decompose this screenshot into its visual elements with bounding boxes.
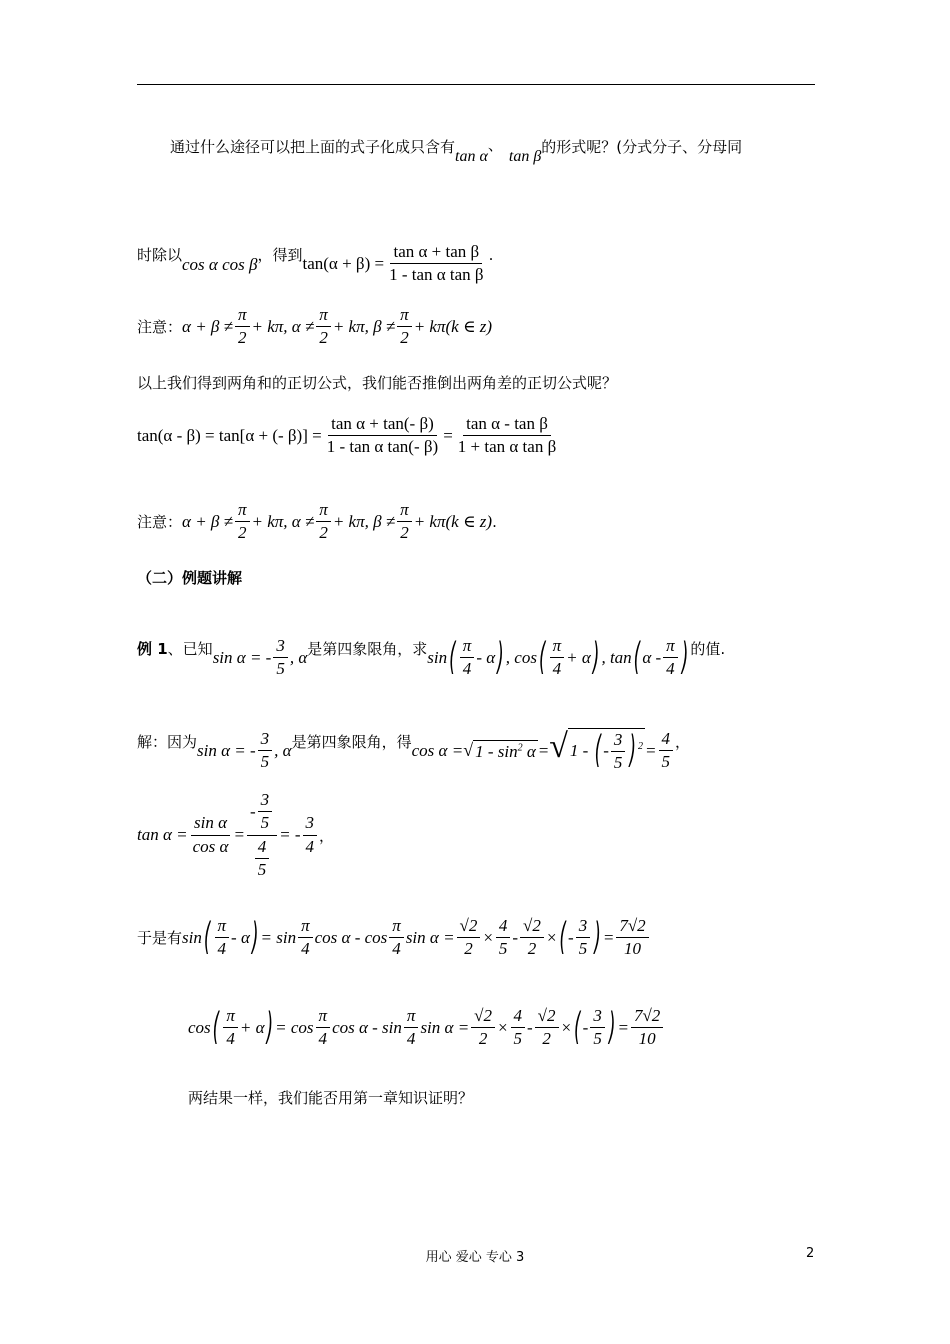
footer-center: 用心 爱心 专心 3 <box>425 1250 525 1265</box>
p4-lhs: tan(α - β) = tan[α + (- β)] = <box>137 425 322 445</box>
p1-text-a: 通过什么途径可以把上面的式子化成只含有 <box>170 137 456 156</box>
paragraph-1 <box>170 126 742 166</box>
section-title: （二）例题讲解 <box>137 569 243 587</box>
sol-end: ， <box>675 733 691 752</box>
p1-text-b: 的形式呢？(分式分子、分母同 <box>541 137 743 156</box>
ex1-text-b: 是第四象限角，求 <box>307 640 428 659</box>
p4-fraction-1: $\frac{\text{tan α + tan(- β)}}{\text{1 - tan α tan(- β)}}$ <box>326 414 439 457</box>
p2-text-b: ，得到 <box>257 246 303 265</box>
p2-fraction <box>386 242 487 286</box>
ex1-text-a: 、已知 <box>167 640 213 659</box>
note1-label: 注意： <box>137 318 183 337</box>
final-text: 两结果一样，我们能否用第一章知识证明？ <box>188 1089 474 1107</box>
solution-tan: tan α = $\frac{\text{sin α}}{\text{cos α}}$ = - $\frac{3}{5}$ $\frac{4}{5}$ = - $\frac{3}{4}$ ， <box>137 790 335 880</box>
p2-text-a: 时除以 <box>137 246 183 265</box>
solution-cos-sum: cos ( $\frac{\pi}{4}$ + α ) = cos $\frac{\pi}{4}$ cos α - sin $\frac{\pi}{4}$ sin α = $\frac{√2}{2}$ × $\frac{4}{5}$ - $\frac{√2}{2}$ × ( - $\frac{3}{5}$ ) = $\frac{7√2}{10}$ <box>188 1006 665 1050</box>
example-1: 例 1 、已知 sin α = - $\frac{3}{5}$ , α 是第四象限角，求 sin ( $\frac{\pi}{4}$ - α ) , cos ( $\frac{\pi}{4}$ + α ) , tan ( α - $\frac{\pi}{4}$ ) 的值. <box>137 635 726 680</box>
paragraph-2 <box>137 224 493 286</box>
note-1: 注意： α + β ≠ $\frac{\pi}{2}$ + kπ, α ≠ $\frac{\pi}{2}$ + kπ, β ≠ $\frac{\pi}{2}$ + kπ(k ∈ z) <box>137 305 493 348</box>
p1-tan-alpha: tan α <box>455 148 488 165</box>
p2-coscos: cos α cos β <box>182 254 258 274</box>
p1-tan-beta: tan β <box>508 148 542 165</box>
tan-end: ， <box>319 826 335 845</box>
sol-label: 解：因为 <box>137 733 198 752</box>
ex1-text-c: 的值. <box>690 640 726 659</box>
note2-label: 注意： <box>137 513 183 532</box>
section-heading <box>137 567 242 588</box>
final-paragraph <box>188 1087 473 1108</box>
p2-lhs: tan(α + β) = <box>302 253 385 273</box>
p2-num: tan α + tan β <box>390 242 482 264</box>
p3-text: 以上我们得到两角和的正切公式，我们能否推倒出两角差的正切公式呢？ <box>137 374 618 392</box>
note-2: 注意： α + β ≠ $\frac{\pi}{2}$ + kπ, α ≠ $\frac{\pi}{2}$ + kπ, β ≠ $\frac{\pi}{2}$ + kπ(k ∈ z) . <box>137 500 497 543</box>
ex1-label: 例 1 <box>137 640 168 659</box>
p2-end: . <box>488 245 494 264</box>
p4-fraction-2: $\frac{\text{tan α - tan β}}{\text{1 + tan α tan β}}$ <box>457 414 557 457</box>
sol-text-b: 是第四象限角，得 <box>291 733 412 752</box>
sin-label: 于是有 <box>137 929 183 948</box>
paragraph-3 <box>137 372 617 393</box>
page-number: 2 <box>806 1246 815 1261</box>
tan-difference-formula: tan(α - β) = tan[α + (- β)] = $\frac{\text{tan α + tan(- β)}}{\text{1 - tan α tan(- β)}}$ = $\frac{\text{tan α - tan β}}{\text{1 + tan α tan β}}$ <box>137 414 561 458</box>
note2-end: . <box>492 512 497 531</box>
solution-cos: 解：因为 sin α = - $\frac{3}{5}$ , α 是第四象限角，得 cos α = √ $1 - \sin^2 \alpha$ = √ 1 - ( - $\frac{3}{5}$ ) $^2$ = $\frac{4}{5}$ ， <box>137 728 691 773</box>
p1-sep: 、 <box>487 135 503 154</box>
p2-den: 1 - tan α tan β <box>389 265 484 285</box>
header-rule <box>137 84 815 85</box>
solution-sin: 于是有 sin ( $\frac{\pi}{4}$ - α ) = sin $\frac{\pi}{4}$ cos α - cos $\frac{\pi}{4}$ sin α = $\frac{√2}{2}$ × $\frac{4}{5}$ - $\frac{√2}{2}$ × ( - $\frac{3}{5}$ ) = $\frac{7√2}{10}$ <box>137 916 651 960</box>
